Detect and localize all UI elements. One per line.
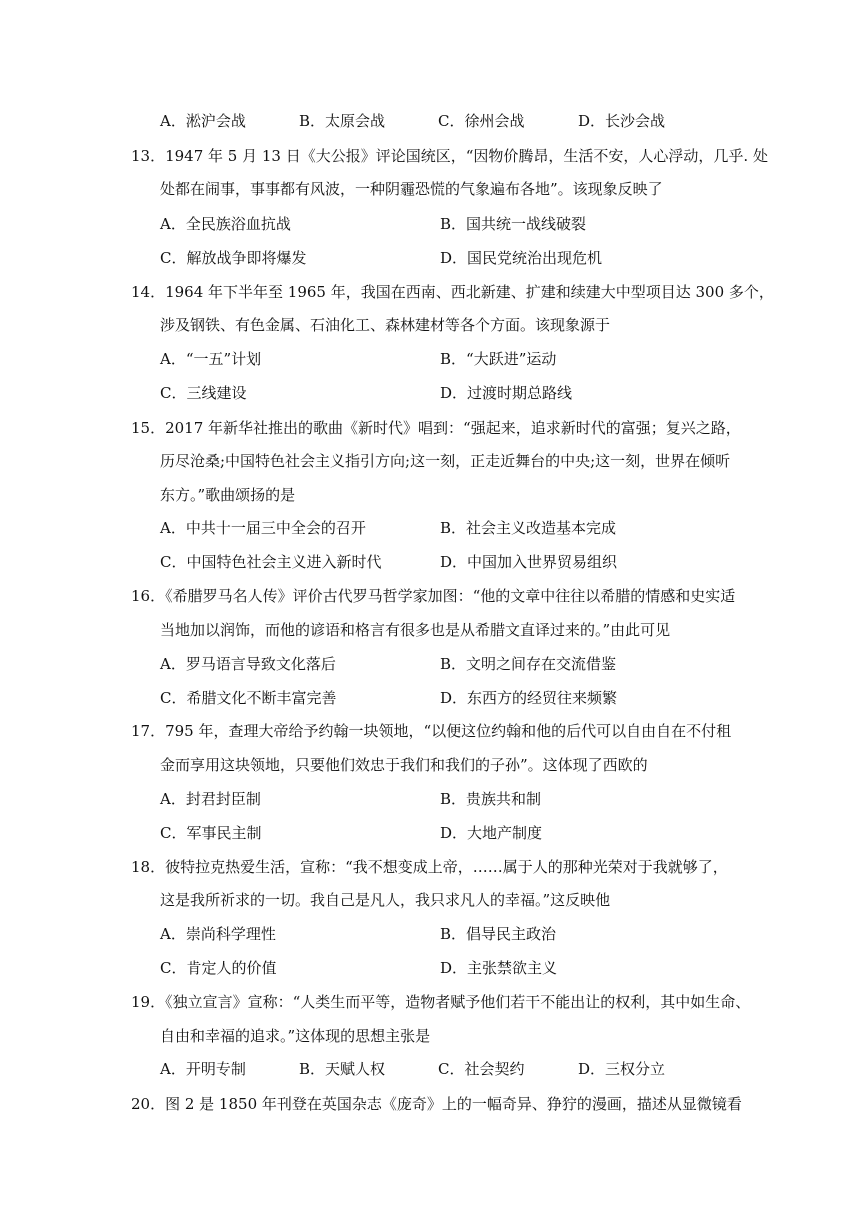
q15-stem-line-1: 15．2017 年新华社推出的歌曲《新时代》唱到：“强起来，追求新时代的富强；复兴之路， [131,419,741,437]
q12-option-c: C．徐州会战 [438,112,525,130]
q17-stem-line-1: 17．795 年，查理大帝给予约翰一块领地，“以便这位约翰和他的后代可以自由自在不付租 [131,722,732,740]
q14-stem-line-1: 14．1964 年下半年至 1965 年，我国在西南、西北新建、扩建和续建大中型项目达 300 多个， [131,283,774,301]
q18-stem-line-2: 这是我所祈求的一切。我自己是凡人，我只求凡人的幸福。”这反映他 [160,891,611,909]
q15-option-b: B．社会主义改造基本完成 [440,519,617,537]
q15-option-a: A．中共十一届三中全会的召开 [160,519,366,537]
q18-option-c: C．肯定人的价值 [160,959,277,977]
q17-stem-line-2: 金而享用这块领地，只要他们效忠于我们和我们的子孙”。这体现了西欧的 [160,756,648,774]
q12-option-b: B．太原会战 [299,112,386,130]
q16-stem-line-2: 当地加以润饰，而他的谚语和格言有很多也是从希腊文直译过来的。”由此可见 [160,621,671,639]
q16-option-b: B．文明之间存在交流借鉴 [440,655,617,673]
q13-stem-line-2: 处都在闹事，事事都有风波，一种阴霾恐慌的气象遍布各地”。该现象反映了 [160,180,663,198]
q20-stem-line-1: 20．图 2 是 1850 年刊登在英国杂志《庞奇》上的一幅奇异、狰狞的漫画，描述从显微镜看 [131,1095,742,1113]
q12-option-a: A．淞沪会战 [160,112,246,130]
q15-option-d: D．中国加入世界贸易组织 [440,553,618,571]
q15-stem-line-2: 历尽沧桑;中国特色社会主义指引方向;这一刻，正走近舞台的中央;这一刻，世界在倾听 [160,452,731,470]
q13-option-b: B．国共统一战线破裂 [440,215,587,233]
q19-option-a: A．开明专制 [160,1060,246,1078]
q19-option-c: C．社会契约 [438,1060,525,1078]
q15-option-c: C．中国特色社会主义进入新时代 [160,553,382,571]
q17-option-a: A．封君封臣制 [160,790,261,808]
q19-option-b: B．天赋人权 [299,1060,386,1078]
q16-option-c: C．希腊文化不断丰富完善 [160,689,337,707]
q15-stem-line-3: 东方。”歌曲颂扬的是 [160,486,296,504]
q13-stem-line-1: 13．1947 年 5 月 13 日《大公报》评论国统区，“因物价腾昂，生活不安，人心浮动，几乎. 处 [131,147,768,165]
q18-stem-line-1: 18．彼特拉克热爱生活，宣称：“我不想变成上帝，……属于人的那种光荣对于我就够了， [131,858,728,876]
q17-option-b: B．贵族共和制 [440,790,542,808]
q16-option-d: D．东西方的经贸往来频繁 [440,689,618,707]
q12-option-d: D．长沙会战 [578,112,666,130]
q13-option-c: C．解放战争即将爆发 [160,249,307,267]
q14-option-c: C．三线建设 [160,384,247,402]
q19-option-d: D．三权分立 [578,1060,666,1078]
q16-stem-line-1: 16．《希腊罗马名人传》评价古代罗马哲学家加图：“他的文章中往往以希腊的情感和史实适 [131,587,736,605]
q17-option-c: C．军事民主制 [160,824,262,842]
q13-option-a: A．全民族浴血抗战 [160,215,291,233]
q14-option-d: D．过渡时期总路线 [440,384,573,402]
q13-option-d: D．国民党统治出现危机 [440,249,603,267]
q14-option-a: A．“一五”计划 [160,350,262,368]
q19-stem-line-2: 自由和幸福的追求。”这体现的思想主张是 [160,1027,431,1045]
q14-option-b: B．“大跃进”运动 [440,350,557,368]
q18-option-d: D．主张禁欲主义 [440,959,558,977]
q16-option-a: A．罗马语言导致文化落后 [160,655,336,673]
q19-stem-line-1: 19．《独立宣言》宣称：“人类生而平等，造物者赋予他们若干不能出让的权利，其中如生命、 [131,993,751,1011]
q14-stem-line-2: 涉及钢铁、有色金属、石油化工、森林建材等各个方面。该现象源于 [160,316,611,334]
q17-option-d: D．大地产制度 [440,824,543,842]
q18-option-a: A．崇尚科学理性 [160,925,276,943]
q18-option-b: B．倡导民主政治 [440,925,557,943]
